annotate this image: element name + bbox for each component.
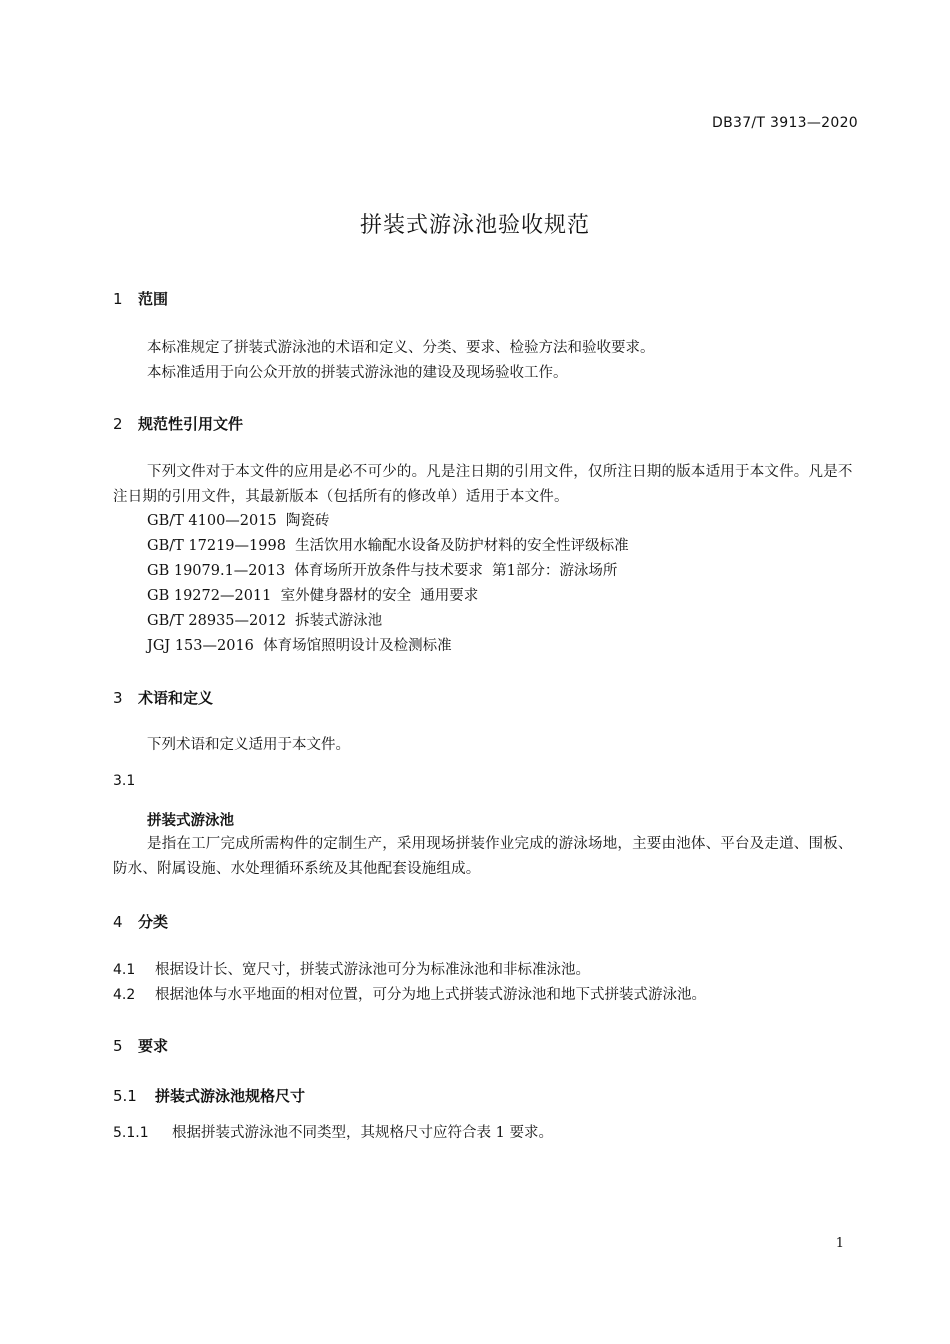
section-number: 3 (113, 689, 123, 707)
clause-number: 5.1.1 (113, 1125, 149, 1141)
term-number: 3.1 (113, 773, 136, 789)
subsection-5-1-heading (113, 1085, 305, 1106)
terms-intro: 下列术语和定义适用于本文件。 (147, 737, 350, 753)
scope-line-1: 本标准规定了拼装式游泳池的术语和定义、分类、要求、检验方法和验收要求。 (147, 340, 655, 356)
section-4-heading (113, 911, 168, 932)
clause-text: 根据池体与水平地面的相对位置，可分为地上式拼装式游泳池和地下式拼装式游泳池。 (155, 987, 706, 1003)
section-number: 1 (113, 290, 123, 308)
term-name: 拼装式游泳池 (147, 813, 234, 829)
section-title: 术语和定义 (138, 689, 214, 707)
reference-item: GB/T 17219—1998 生活饮用水输配水设备及防护材料的安全性评级标准 (147, 538, 629, 554)
subsection-number: 5.1 (113, 1087, 137, 1105)
references-intro: 下列文件对于本文件的应用是必不可少的。凡是注日期的引用文件，仅所注日期的版本适用于本文件。凡是不注日期的引用文件，其最新版本（包括所有的修改单）适用于本文件。 (113, 464, 853, 505)
clause-number: 4.1 (113, 962, 136, 978)
term-definition: 是指在工厂完成所需构件的定制生产，采用现场拼装作业完成的游泳场地，主要由池体、平台及走道、围板、防水、附属设施、水处理循环系统及其他配套设施组成。 (113, 836, 853, 877)
clause-5-1-1 (113, 1121, 553, 1146)
reference-item: GB/T 28935—2012 拆装式游泳池 (147, 613, 383, 629)
standard-code: DB37/T 3913—2020 (712, 115, 858, 131)
section-title: 分类 (138, 913, 169, 931)
clause-number: 4.2 (113, 987, 136, 1003)
section-number: 5 (113, 1037, 123, 1055)
section-number: 4 (113, 913, 123, 931)
section-1-heading (113, 288, 168, 309)
clause-text: 根据设计长、宽尺寸，拼装式游泳池可分为标准泳池和非标准泳池。 (155, 962, 590, 978)
scope-line-2: 本标准适用于向公众开放的拼装式游泳池的建设及现场验收工作。 (147, 365, 568, 381)
page-number: 1 (835, 1236, 844, 1251)
reference-item: GB/T 4100—2015 陶瓷砖 (147, 513, 330, 529)
clause-text: 根据拼装式游泳池不同类型，其规格尺寸应符合表 1 要求。 (172, 1125, 553, 1141)
section-title: 范围 (138, 290, 169, 308)
subsection-title: 拼装式游泳池规格尺寸 (155, 1087, 306, 1105)
section-2-heading (113, 413, 243, 434)
reference-item: GB 19079.1—2013 体育场所开放条件与技术要求 第1部分：游泳场所 (147, 563, 618, 579)
reference-list (147, 509, 629, 659)
reference-item: JGJ 153—2016 体育场馆照明设计及检测标准 (147, 638, 452, 654)
clause-4-2 (113, 983, 706, 1008)
section-5-heading (113, 1035, 168, 1056)
document-title: 拼装式游泳池验收规范 (359, 213, 590, 238)
reference-item: GB 19272—2011 室外健身器材的安全 通用要求 (147, 588, 479, 604)
section-title: 要求 (138, 1037, 169, 1055)
section-title: 规范性引用文件 (138, 415, 244, 433)
section-3-heading (113, 687, 213, 708)
clause-4-1 (113, 958, 590, 983)
section-number: 2 (113, 415, 123, 433)
